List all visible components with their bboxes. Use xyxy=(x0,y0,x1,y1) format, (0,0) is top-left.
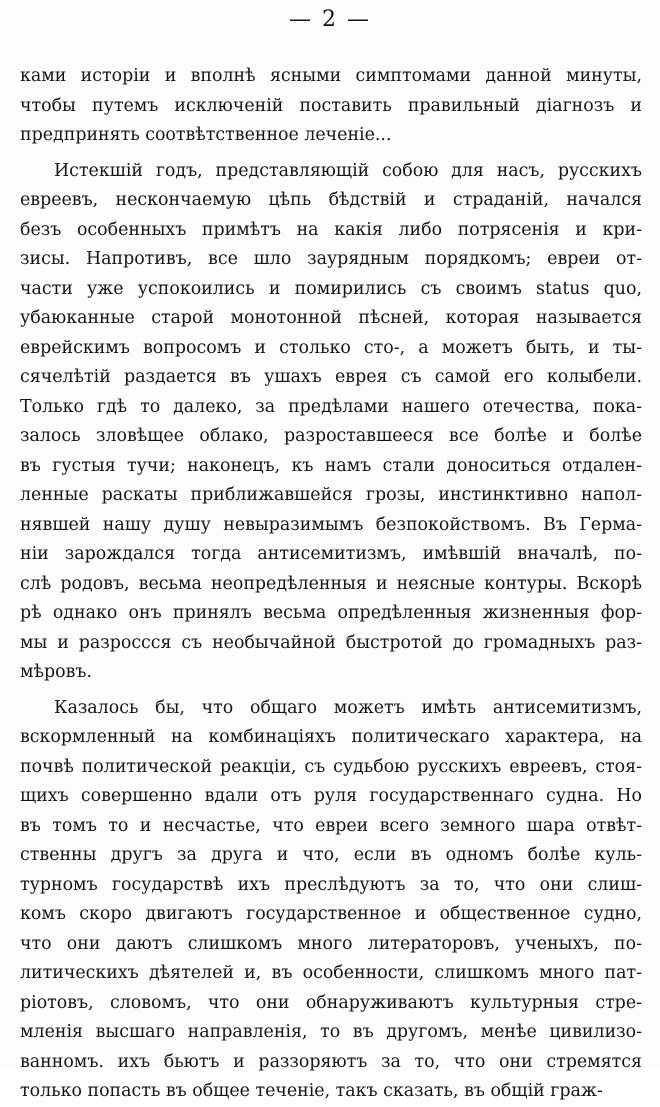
text-line: ственны другъ за друга и что, если въ одномъ болѣе куль- xyxy=(20,845,642,865)
text-line: предпринять соотвѣтственное леченіе... xyxy=(20,125,392,145)
text-line: мленія высшаго направленія, то въ другомъ, менѣе цивилизо- xyxy=(20,1022,642,1042)
text-line: ками исторіи и вполнѣ ясными симптомами данной минуты, xyxy=(20,66,642,86)
text-line: Истекшій годъ, представляющій собою для насъ, русскихъ xyxy=(54,160,642,181)
text-line: ріотовъ, словомъ, что они обнаруживаютъ культурныя стре- xyxy=(20,992,642,1013)
text-line: чтобы путемъ исключеній поставить правильный діагнозъ и xyxy=(20,95,642,116)
text-line: только попасть въ общее теченіе, такъ сказать, въ общій граж- xyxy=(20,1081,603,1101)
text-line: безъ особенныхъ примѣтъ на какія либо потрясенія и кри- xyxy=(20,219,642,240)
text-line: рѣ однако онъ принялъ весьма опредѣленныя жизненныя фор- xyxy=(20,603,642,623)
body-text xyxy=(20,62,642,1107)
text-line: щихъ совершенно вдали отъ руля государственнаго судна. Но xyxy=(20,786,642,806)
text-line: сячелѣтій раздается въ ушахъ еврея съ самой его колыбели. xyxy=(20,367,642,387)
text-line: евреевъ, нескончаемую цѣпь бѣдствій и страданій, начался xyxy=(20,190,642,210)
text-line: Только гдѣ то далеко, за предѣлами нашего отечества, пока- xyxy=(20,396,642,417)
text-line: еврейскимъ вопросомъ и столько сто-, а можетъ быть, и ты- xyxy=(20,337,642,358)
text-line: мы и разроссся съ необычайной быстротой до громадныхъ раз- xyxy=(20,632,642,653)
text-line: въ томъ то и несчастье, что евреи всего земного шара отвѣт- xyxy=(20,815,642,836)
text-line: залось зловѣщее облако, разроставшееся все болѣе и болѣе xyxy=(20,426,642,446)
text-line: убаюканные старой монотонной пѣсней, которая называется xyxy=(20,308,642,328)
text-line: что они даютъ слишкомъ много литераторовъ, ученыхъ, по- xyxy=(20,933,642,954)
text-line: почвѣ политической реакціи, съ судьбою русскихъ евреевъ, стоя- xyxy=(20,756,642,777)
text-line: части уже успокоились и помирились съ своимъ status quo, xyxy=(20,278,642,299)
text-line: слѣ родовъ, весьма неопредѣленныя и неясные контуры. Вскорѣ xyxy=(20,573,642,594)
page-number: — 2 — xyxy=(289,7,371,32)
text-line: вскормленный на комбинаціяхъ политическаго характера, на xyxy=(20,727,642,747)
text-line: литическихъ дѣятелей и, въ особенности, слишкомъ много пат- xyxy=(20,963,642,983)
text-line: ванномъ. ихъ бьютъ и раззоряютъ за то, что они стремятся xyxy=(20,1051,642,1072)
paragraph xyxy=(20,157,642,688)
text-line: комъ скоро двигаютъ государственное и общественное судно, xyxy=(20,904,642,924)
text-line: мѣровъ. xyxy=(20,662,92,682)
text-line: ленные раскаты приближавшейся грозы, инстинктивно напол- xyxy=(20,485,642,505)
text-line: въ густыя тучи; наконецъ, къ намъ стали доноситься отдален- xyxy=(20,455,642,476)
text-line: нявшей нашу душу невыразимымъ безпокойствомъ. Въ Герма- xyxy=(20,514,642,535)
paragraph xyxy=(20,694,642,1107)
paragraph xyxy=(20,62,642,151)
text-line: зисы. Напротивъ, все шло заурядным порядкомъ; евреи от- xyxy=(20,249,642,269)
text-line: ніи зарождался тогда антисемитизмъ, имѣвшій вначалѣ, по- xyxy=(20,544,642,564)
text-line: Казалось бы, что общаго можетъ имѣть антисемитизмъ, xyxy=(54,697,642,718)
text-line: турномъ государствѣ ихъ преслѣдуютъ за то, что они слиш- xyxy=(20,874,642,895)
